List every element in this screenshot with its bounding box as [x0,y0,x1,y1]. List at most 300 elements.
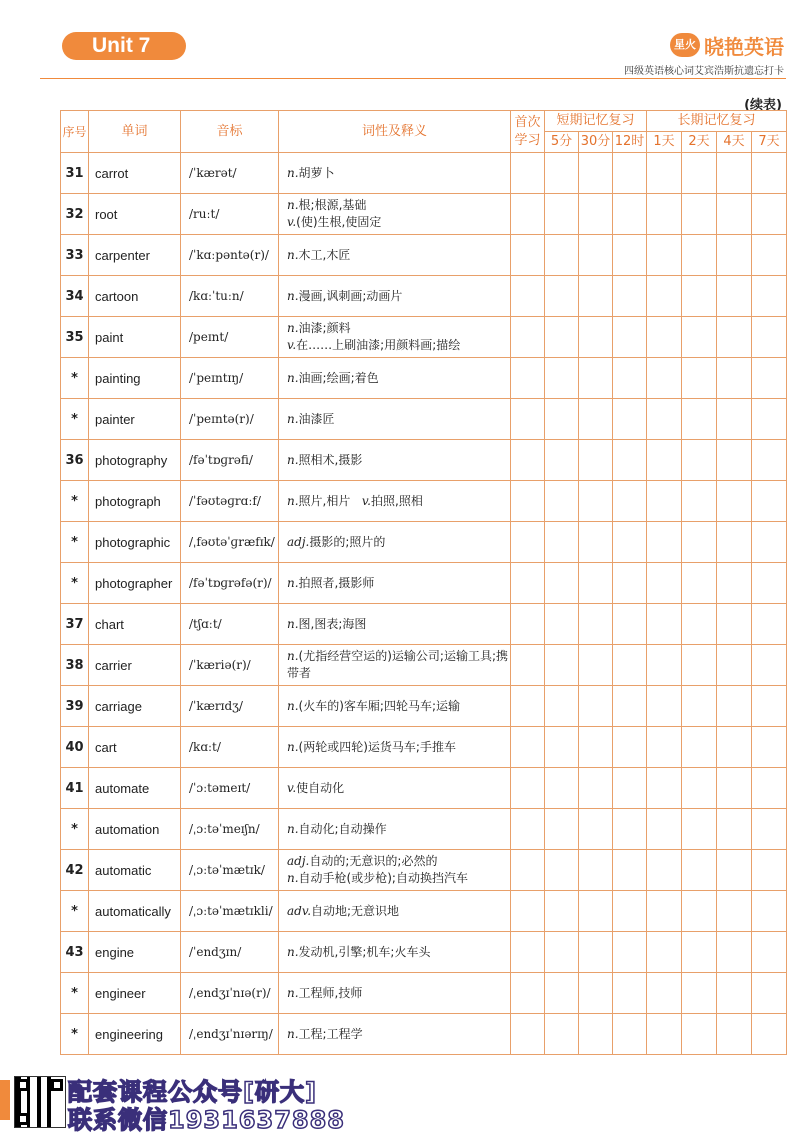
review-checkbox-cell[interactable] [752,727,787,768]
definition-cell [279,768,511,809]
review-checkbox-cell[interactable] [647,317,682,358]
review-checkbox-cell[interactable] [613,399,647,440]
review-checkbox-cell[interactable] [682,727,717,768]
row-number: 37 [61,604,89,645]
review-checkbox-cell[interactable] [682,891,717,932]
review-checkbox-cell[interactable] [545,727,579,768]
review-checkbox-cell[interactable] [647,727,682,768]
review-checkbox-cell[interactable] [717,809,752,850]
review-checkbox-cell[interactable] [511,522,545,563]
ipa-cell: /ˈpeɪntɪŋ/ [181,358,279,399]
review-checkbox-cell[interactable] [511,973,545,1014]
review-checkbox-cell[interactable] [717,686,752,727]
review-checkbox-cell[interactable] [511,686,545,727]
review-checkbox-cell[interactable] [752,686,787,727]
review-checkbox-cell[interactable] [682,440,717,481]
brand-name: 晓艳英语 [704,34,784,59]
row-number: * [61,1014,89,1055]
review-checkbox-cell[interactable] [511,727,545,768]
review-checkbox-cell[interactable] [682,768,717,809]
definition-cell [279,1014,511,1055]
ipa-cell: /ˌɔːtəˈmætɪk/ [181,850,279,891]
table-row [61,440,787,481]
review-checkbox-cell[interactable] [579,563,613,604]
review-checkbox-cell[interactable] [579,194,613,235]
review-checkbox-cell[interactable] [752,317,787,358]
review-checkbox-cell[interactable] [579,891,613,932]
review-checkbox-cell[interactable] [682,645,717,686]
ipa-cell: /ˌfəʊtəˈɡræfɪk/ [181,522,279,563]
meaning-text: (火车的)客车厢;四轮马车;运输 [298,698,460,713]
review-checkbox-cell[interactable] [511,645,545,686]
review-checkbox-cell[interactable] [511,768,545,809]
row-number: 42 [61,850,89,891]
review-checkbox-cell[interactable] [752,768,787,809]
review-checkbox-cell[interactable] [682,809,717,850]
definition-line [287,616,510,633]
ipa-cell: /fəˈtɒɡrəfə(r)/ [181,563,279,604]
definition-cell [279,727,511,768]
definition-cell [279,809,511,850]
review-checkbox-cell[interactable] [682,973,717,1014]
unit-label: Unit 7 [62,32,186,60]
review-checkbox-cell[interactable] [647,932,682,973]
review-checkbox-cell[interactable] [545,317,579,358]
review-checkbox-cell[interactable] [682,153,717,194]
row-number: 34 [61,276,89,317]
review-checkbox-cell[interactable] [545,1014,579,1055]
ipa-cell: /ˈɔːtəmeɪt/ [181,768,279,809]
meaning-text: 使自动化 [296,780,345,795]
col-short-sub-header: 12时 [613,132,647,153]
review-checkbox-cell[interactable] [682,522,717,563]
meaning-text: 照相术,摄影 [298,452,363,467]
review-checkbox-cell[interactable] [579,809,613,850]
row-number: 43 [61,932,89,973]
review-checkbox-cell[interactable] [647,809,682,850]
word-cell: cart [89,727,181,768]
word-cell: painter [89,399,181,440]
review-checkbox-cell[interactable] [752,932,787,973]
review-checkbox-cell[interactable] [511,481,545,522]
part-of-speech: v. [287,215,297,229]
definition-cell [279,194,511,235]
review-checkbox-cell[interactable] [545,194,579,235]
row-number: 33 [61,235,89,276]
word-cell: automatically [89,891,181,932]
ipa-cell: /ˌɔːtəˈmeɪʃn/ [181,809,279,850]
review-checkbox-cell[interactable] [511,276,545,317]
review-checkbox-cell[interactable] [752,440,787,481]
review-checkbox-cell[interactable] [647,850,682,891]
word-cell: automate [89,768,181,809]
review-checkbox-cell[interactable] [647,235,682,276]
review-checkbox-cell[interactable] [579,768,613,809]
review-checkbox-cell[interactable] [682,399,717,440]
review-checkbox-cell[interactable] [511,604,545,645]
review-checkbox-cell[interactable] [752,973,787,1014]
col-ipa-header: 音标 [181,111,279,153]
review-checkbox-cell[interactable] [647,358,682,399]
review-checkbox-cell[interactable] [682,1014,717,1055]
meaning-text: 油漆匠 [298,411,335,426]
review-checkbox-cell[interactable] [579,1014,613,1055]
review-checkbox-cell[interactable] [545,604,579,645]
definition-line [287,903,510,920]
review-checkbox-cell[interactable] [579,645,613,686]
review-checkbox-cell[interactable] [511,317,545,358]
review-checkbox-cell[interactable] [545,153,579,194]
table-row [61,235,787,276]
row-number: 31 [61,153,89,194]
review-checkbox-cell[interactable] [579,604,613,645]
review-checkbox-cell[interactable] [579,686,613,727]
ipa-cell: /ˈkærɪdʒ/ [181,686,279,727]
meaning-text: 拍照者,摄影师 [298,575,375,590]
ipa-cell: /fəˈtɒɡrəfi/ [181,440,279,481]
review-checkbox-cell[interactable] [647,440,682,481]
review-checkbox-cell[interactable] [752,522,787,563]
review-checkbox-cell[interactable] [613,481,647,522]
meaning-text: 工程师,技师 [298,985,363,1000]
table-row [61,727,787,768]
definition-cell [279,604,511,645]
word-cell: automation [89,809,181,850]
review-checkbox-cell[interactable] [511,850,545,891]
definition-cell [279,522,511,563]
row-number: 41 [61,768,89,809]
review-checkbox-cell[interactable] [717,481,752,522]
review-checkbox-cell[interactable] [752,891,787,932]
part-of-speech: v. [361,493,371,508]
review-checkbox-cell[interactable] [545,686,579,727]
review-checkbox-cell[interactable] [511,153,545,194]
definition-line [287,337,510,354]
word-cell: photography [89,440,181,481]
meaning-text: 照片,相片 [298,493,351,508]
part-of-speech: n. [287,871,299,885]
review-checkbox-cell[interactable] [717,727,752,768]
review-checkbox-cell[interactable] [682,686,717,727]
review-checkbox-cell[interactable] [752,153,787,194]
review-checkbox-cell[interactable] [545,399,579,440]
definition-line [287,648,510,682]
review-checkbox-cell[interactable] [579,399,613,440]
page-subtitle: 四级英语核心词艾宾浩斯抗遗忘打卡 [624,66,784,77]
review-checkbox-cell[interactable] [613,194,647,235]
review-checkbox-cell[interactable] [717,563,752,604]
review-checkbox-cell[interactable] [717,850,752,891]
definition-cell [279,973,511,1014]
review-checkbox-cell[interactable] [613,604,647,645]
meaning-text: (使)生根,使固定 [296,215,382,229]
definition-line [287,534,510,551]
review-checkbox-cell[interactable] [511,932,545,973]
col-word-header: 单词 [89,111,181,153]
review-checkbox-cell[interactable] [511,891,545,932]
meaning-text: 油画;绘画;着色 [298,370,379,385]
review-checkbox-cell[interactable] [647,276,682,317]
footer-line-1: 配套课程公众号[研大] [68,1078,317,1106]
review-checkbox-cell[interactable] [545,358,579,399]
review-checkbox-cell[interactable] [511,399,545,440]
review-checkbox-cell[interactable] [752,235,787,276]
review-checkbox-cell[interactable] [511,563,545,604]
review-checkbox-cell[interactable] [511,440,545,481]
review-checkbox-cell[interactable] [613,932,647,973]
part-of-speech: n. [287,649,299,663]
part-of-speech: n. [287,452,299,467]
part-of-speech: n. [287,321,299,335]
review-checkbox-cell[interactable] [613,973,647,1014]
continued-label: (续表) [744,98,782,113]
definition-cell [279,563,511,604]
review-checkbox-cell[interactable] [613,686,647,727]
review-checkbox-cell[interactable] [511,358,545,399]
definition-line [287,288,510,305]
review-checkbox-cell[interactable] [717,358,752,399]
review-checkbox-cell[interactable] [647,1014,682,1055]
review-checkbox-cell[interactable] [682,276,717,317]
review-checkbox-cell[interactable] [717,604,752,645]
part-of-speech: n. [287,698,299,713]
review-checkbox-cell[interactable] [717,768,752,809]
definition-line [287,739,510,756]
review-checkbox-cell[interactable] [545,235,579,276]
row-number: * [61,973,89,1014]
review-checkbox-cell[interactable] [545,563,579,604]
review-checkbox-cell[interactable] [613,645,647,686]
review-checkbox-cell[interactable] [545,850,579,891]
definition-cell [279,686,511,727]
definition-cell [279,399,511,440]
word-cell: engine [89,932,181,973]
meaning-text: 自动手枪(或步枪);自动换挡汽车 [298,871,468,885]
review-checkbox-cell[interactable] [613,727,647,768]
review-checkbox-cell[interactable] [579,276,613,317]
review-checkbox-cell[interactable] [613,235,647,276]
definition-line [287,452,510,469]
review-checkbox-cell[interactable] [579,440,613,481]
review-checkbox-cell[interactable] [613,809,647,850]
review-checkbox-cell[interactable] [613,153,647,194]
review-checkbox-cell[interactable] [717,317,752,358]
review-checkbox-cell[interactable] [752,809,787,850]
review-checkbox-cell[interactable] [647,481,682,522]
review-checkbox-cell[interactable] [752,645,787,686]
review-checkbox-cell[interactable] [613,440,647,481]
review-checkbox-cell[interactable] [579,153,613,194]
table-row [61,604,787,645]
review-checkbox-cell[interactable] [579,932,613,973]
review-checkbox-cell[interactable] [647,604,682,645]
col-short-sub-header: 5分 [545,132,579,153]
meaning-text: 在……上刷油漆;用颜料画;描绘 [296,338,461,352]
word-cell: chart [89,604,181,645]
review-checkbox-cell[interactable] [613,522,647,563]
part-of-speech: n. [287,411,299,426]
review-checkbox-cell[interactable] [511,194,545,235]
review-checkbox-cell[interactable] [717,973,752,1014]
word-cell: carrot [89,153,181,194]
review-checkbox-cell[interactable] [545,891,579,932]
review-checkbox-cell[interactable] [752,481,787,522]
col-long-sub-header: 2天 [682,132,717,153]
review-checkbox-cell[interactable] [579,358,613,399]
review-checkbox-cell[interactable] [545,481,579,522]
table-row [61,809,787,850]
review-checkbox-cell[interactable] [613,891,647,932]
review-checkbox-cell[interactable] [717,1014,752,1055]
definition-line [287,698,510,715]
review-checkbox-cell[interactable] [717,932,752,973]
review-checkbox-cell[interactable] [752,1014,787,1055]
review-checkbox-cell[interactable] [613,358,647,399]
table-row [61,276,787,317]
meaning-text: 胡萝卜 [298,165,335,180]
review-checkbox-cell[interactable] [682,932,717,973]
review-checkbox-cell[interactable] [647,399,682,440]
review-checkbox-cell[interactable] [752,850,787,891]
meaning-text: 图,图表;海图 [298,616,367,631]
row-number: * [61,563,89,604]
meaning-text: (两轮或四轮)运货马车;手推车 [298,739,456,754]
review-checkbox-cell[interactable] [613,1014,647,1055]
ipa-cell: /ˈkɑːpəntə(r)/ [181,235,279,276]
header-divider [40,78,786,79]
meaning-text: 油漆;颜料 [298,321,351,335]
part-of-speech: n. [287,944,299,959]
ipa-cell: /ruːt/ [181,194,279,235]
review-checkbox-cell[interactable] [752,399,787,440]
review-checkbox-cell[interactable] [511,235,545,276]
review-checkbox-cell[interactable] [717,399,752,440]
definition-line [287,493,510,510]
review-checkbox-cell[interactable] [717,276,752,317]
brand-logo-icon: 星火 [670,33,700,57]
definition-line [287,870,510,887]
row-number: * [61,481,89,522]
review-checkbox-cell[interactable] [682,604,717,645]
table-row [61,645,787,686]
review-checkbox-cell[interactable] [682,235,717,276]
review-checkbox-cell[interactable] [682,317,717,358]
review-checkbox-cell[interactable] [613,563,647,604]
review-checkbox-cell[interactable] [545,809,579,850]
review-checkbox-cell[interactable] [511,1014,545,1055]
review-checkbox-cell[interactable] [717,522,752,563]
part-of-speech: n. [287,1026,299,1041]
review-checkbox-cell[interactable] [682,194,717,235]
review-checkbox-cell[interactable] [579,522,613,563]
ipa-cell: /ˌendʒɪˈnɪərɪŋ/ [181,1014,279,1055]
review-checkbox-cell[interactable] [717,645,752,686]
ipa-cell: /ˌendʒɪˈnɪə(r)/ [181,973,279,1014]
review-checkbox-cell[interactable] [579,727,613,768]
review-checkbox-cell[interactable] [545,768,579,809]
review-checkbox-cell[interactable] [682,563,717,604]
review-checkbox-cell[interactable] [647,194,682,235]
review-checkbox-cell[interactable] [613,850,647,891]
review-checkbox-cell[interactable] [613,768,647,809]
word-cell: automatic [89,850,181,891]
review-checkbox-cell[interactable] [682,358,717,399]
definition-line [287,985,510,1002]
review-checkbox-cell[interactable] [682,481,717,522]
review-checkbox-cell[interactable] [752,194,787,235]
row-number: 32 [61,194,89,235]
review-checkbox-cell[interactable] [545,973,579,1014]
review-checkbox-cell[interactable] [647,645,682,686]
part-of-speech: n. [287,165,299,180]
review-checkbox-cell[interactable] [647,686,682,727]
review-checkbox-cell[interactable] [647,973,682,1014]
review-checkbox-cell[interactable] [647,891,682,932]
col-first-header: 首次学习 [511,111,545,153]
table-row [61,850,787,891]
review-checkbox-cell[interactable] [647,563,682,604]
review-checkbox-cell[interactable] [579,317,613,358]
review-checkbox-cell[interactable] [647,522,682,563]
table-row [61,358,787,399]
definition-line [287,575,510,592]
qr-code-icon [14,1076,66,1128]
review-checkbox-cell[interactable] [682,850,717,891]
review-checkbox-cell[interactable] [647,768,682,809]
review-checkbox-cell[interactable] [647,153,682,194]
review-checkbox-cell[interactable] [545,645,579,686]
review-checkbox-cell[interactable] [717,153,752,194]
review-checkbox-cell[interactable] [579,481,613,522]
review-checkbox-cell[interactable] [545,932,579,973]
ipa-cell: /kɑːt/ [181,727,279,768]
review-checkbox-cell[interactable] [752,358,787,399]
review-checkbox-cell[interactable] [752,604,787,645]
review-checkbox-cell[interactable] [545,276,579,317]
review-checkbox-cell[interactable] [752,563,787,604]
review-checkbox-cell[interactable] [717,194,752,235]
review-checkbox-cell[interactable] [545,440,579,481]
review-checkbox-cell[interactable] [717,891,752,932]
part-of-speech: n. [287,370,299,385]
review-checkbox-cell[interactable] [511,809,545,850]
definition-line [287,821,510,838]
review-checkbox-cell[interactable] [717,235,752,276]
meaning-text: 拍照,照相 [371,493,423,508]
review-checkbox-cell[interactable] [579,973,613,1014]
review-checkbox-cell[interactable] [717,440,752,481]
definition-cell [279,153,511,194]
review-checkbox-cell[interactable] [613,276,647,317]
row-number: * [61,809,89,850]
table-row [61,399,787,440]
word-cell: photograph [89,481,181,522]
review-checkbox-cell[interactable] [752,276,787,317]
word-cell: root [89,194,181,235]
review-checkbox-cell[interactable] [545,522,579,563]
definition-line [287,1026,510,1043]
review-checkbox-cell[interactable] [579,235,613,276]
word-cell: painting [89,358,181,399]
footer-watermark [68,1078,345,1134]
row-number: 36 [61,440,89,481]
part-of-speech: n. [287,616,299,631]
ipa-cell: /ˈendʒɪn/ [181,932,279,973]
review-checkbox-cell[interactable] [579,850,613,891]
vocab-table [60,110,787,1055]
review-checkbox-cell[interactable] [613,317,647,358]
definition-line [287,411,510,428]
